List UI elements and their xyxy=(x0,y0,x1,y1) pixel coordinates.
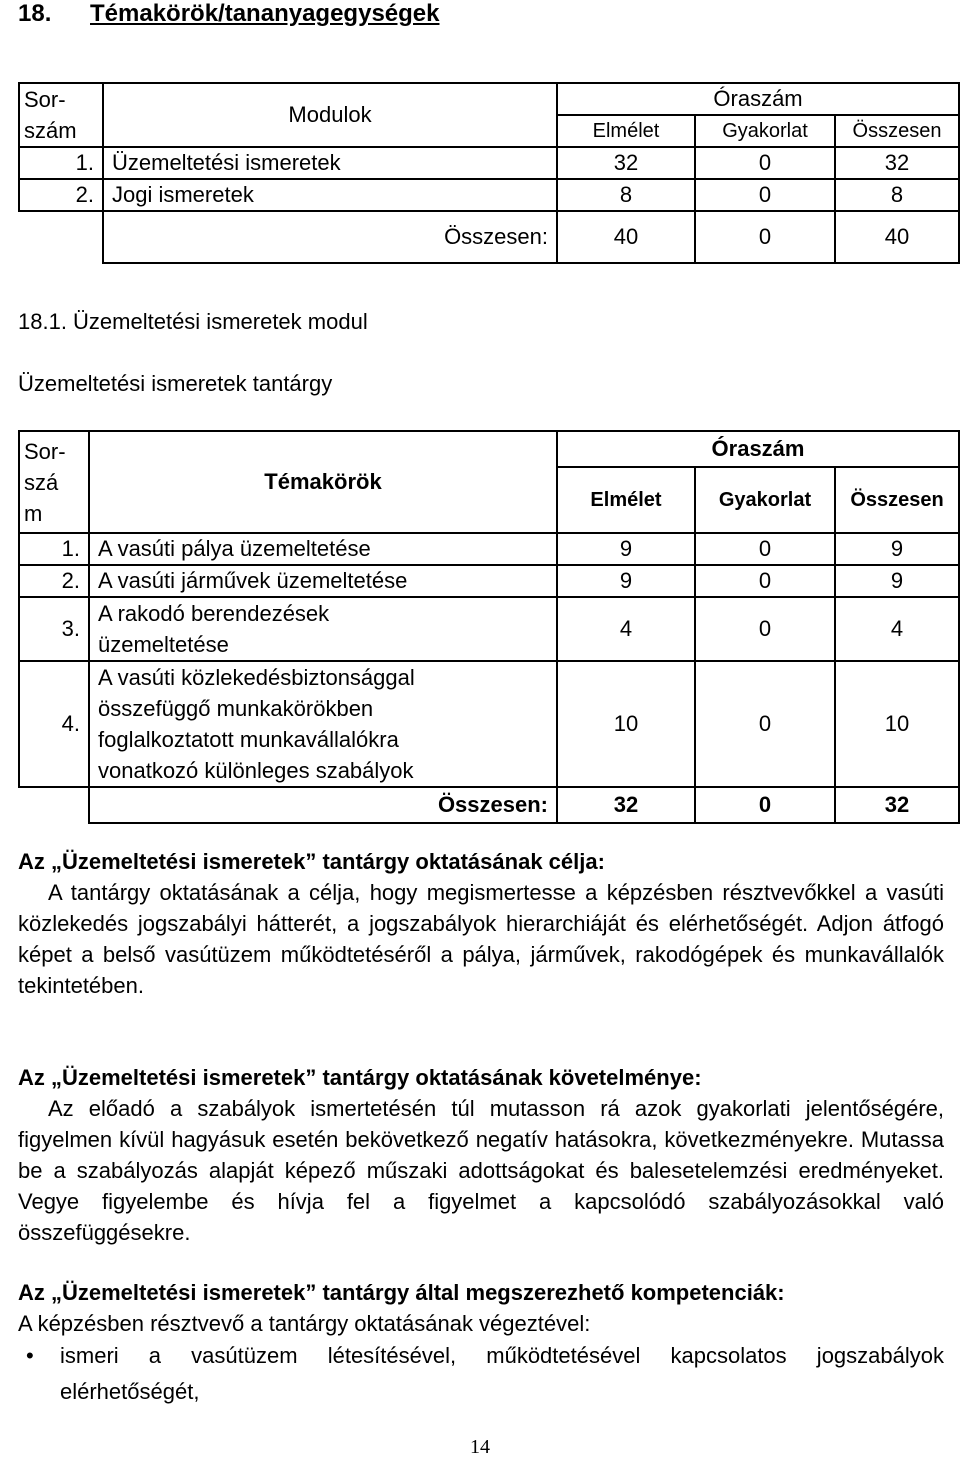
elmelet-value: 10 xyxy=(557,661,695,787)
competencies-heading: Az „Üzemeltetési ismeretek” tantárgy által megszerezhető kompetenciák: xyxy=(18,1280,785,1305)
requirement-section xyxy=(18,1062,944,1248)
col-sorszam: Sor- szá m xyxy=(19,431,89,533)
topic-name: A vasúti járművek üzemeltetése xyxy=(89,565,557,597)
col-osszesen: Összesen xyxy=(835,115,959,147)
bullet-text: ismeri a vasútüzem létesítésével, működtetésével kapcsolatos jogszabályok elérhetőségét, xyxy=(60,1343,944,1404)
gyakorlat-value: 0 xyxy=(695,179,835,211)
elmelet-value: 4 xyxy=(557,597,695,661)
total-elmelet: 40 xyxy=(557,211,695,263)
total-label: Összesen: xyxy=(89,787,557,823)
table-row xyxy=(19,597,959,661)
total-label: Összesen: xyxy=(103,211,557,263)
elmelet-value: 9 xyxy=(557,565,695,597)
table-row xyxy=(19,533,959,565)
modules-table xyxy=(18,82,960,264)
col-modulok: Modulok xyxy=(103,83,557,147)
elmelet-value: 9 xyxy=(557,533,695,565)
row-number: 4. xyxy=(19,661,89,787)
goal-section xyxy=(18,846,944,1001)
osszesen-value: 9 xyxy=(835,533,959,565)
competencies-section xyxy=(18,1277,944,1339)
total-osszesen: 32 xyxy=(835,787,959,823)
requirement-heading: Az „Üzemeltetési ismeretek” tantárgy oktatásának követelménye: xyxy=(18,1065,702,1090)
total-row xyxy=(19,211,959,263)
osszesen-value: 10 xyxy=(835,661,959,787)
total-gyakorlat: 0 xyxy=(695,787,835,823)
goal-heading: Az „Üzemeltetési ismeretek” tantárgy oktatásának célja: xyxy=(18,849,605,874)
col-temakorok: Témakörök xyxy=(89,431,557,533)
row-number: 2. xyxy=(19,565,89,597)
requirement-text xyxy=(18,1093,944,1248)
topics-table xyxy=(18,430,960,824)
gyakorlat-value: 0 xyxy=(695,597,835,661)
gyakorlat-value: 0 xyxy=(695,147,835,179)
section-heading xyxy=(18,0,440,28)
total-osszesen: 40 xyxy=(835,211,959,263)
module-name: Üzemeltetési ismeretek xyxy=(103,147,557,179)
row-number: 3. xyxy=(19,597,89,661)
elmelet-value: 32 xyxy=(557,147,695,179)
table-row xyxy=(19,179,959,211)
module-title: 18.1. Üzemeltetési ismeretek modul xyxy=(18,309,368,334)
goal-text xyxy=(18,877,944,1001)
col-elmelet: Elmélet xyxy=(557,115,695,147)
col-oraszam: Óraszám xyxy=(557,431,959,467)
row-number: 1. xyxy=(19,147,103,179)
osszesen-value: 4 xyxy=(835,597,959,661)
topic-name: A vasúti közlekedésbiztonsággal összefüggő munkakörökben foglalkoztatott munkavállalókra vonatkozó különleges szabályok xyxy=(89,661,557,787)
col-oraszam: Óraszám xyxy=(557,83,959,115)
gyakorlat-value: 0 xyxy=(695,533,835,565)
osszesen-value: 9 xyxy=(835,565,959,597)
gyakorlat-value: 0 xyxy=(695,565,835,597)
col-gyakorlat: Gyakorlat xyxy=(695,467,835,533)
table-row xyxy=(19,565,959,597)
list-item xyxy=(18,1338,944,1410)
page-number: 14 xyxy=(470,1436,490,1458)
col-elmelet: Elmélet xyxy=(557,467,695,533)
module-name: Jogi ismeretek xyxy=(103,179,557,211)
row-number: 2. xyxy=(19,179,103,211)
section-title: Témakörök/tananyagegységek xyxy=(90,0,440,27)
col-gyakorlat: Gyakorlat xyxy=(695,115,835,147)
table-row xyxy=(19,147,959,179)
requirement-text-content: Az előadó a szabályok ismertetésén túl mutasson rá azok gyakorlati jelentőségére, figyelmen kívül hagyásuk esetén bekövetkező negatív hatásokra, következményekre. Mutassa be a szabályozás alapját képező műszaki adottságokat és balesetelemzési eredményeket. Vegye figyelembe és hívja fel a figyelmet a kapcsolódó szabályozásokkal való összefüggésekre. xyxy=(18,1096,944,1245)
goal-text-content: A tantárgy oktatásának a célja, hogy megismertesse a képzésben résztvevőkkel a vasúti közlekedés jogszabályi hátterét, a jogszabályok hierarchiáját és elérhetőségét. Adjon átfogó képet a belső vasútüzem működtetéséről a pálya, járművek, rakodógépek és munkavállalók tekintetében. xyxy=(18,880,944,998)
osszesen-value: 8 xyxy=(835,179,959,211)
table-row xyxy=(19,661,959,787)
gyakorlat-value: 0 xyxy=(695,661,835,787)
topic-name: A vasúti pálya üzemeltetése xyxy=(89,533,557,565)
competencies-intro: A képzésben résztvevő a tantárgy oktatásának végeztével: xyxy=(18,1311,591,1336)
total-gyakorlat: 0 xyxy=(695,211,835,263)
topic-name: A rakodó berendezések üzemeltetése xyxy=(89,597,557,661)
elmelet-value: 8 xyxy=(557,179,695,211)
row-number: 1. xyxy=(19,533,89,565)
subject-title: Üzemeltetési ismeretek tantárgy xyxy=(18,371,333,396)
osszesen-value: 32 xyxy=(835,147,959,179)
bullet-icon: • xyxy=(26,1343,34,1368)
total-row xyxy=(19,787,959,823)
col-osszesen: Összesen xyxy=(835,467,959,533)
total-elmelet: 32 xyxy=(557,787,695,823)
section-number: 18. xyxy=(18,0,52,27)
col-sorszam: Sor- szám xyxy=(19,83,103,147)
